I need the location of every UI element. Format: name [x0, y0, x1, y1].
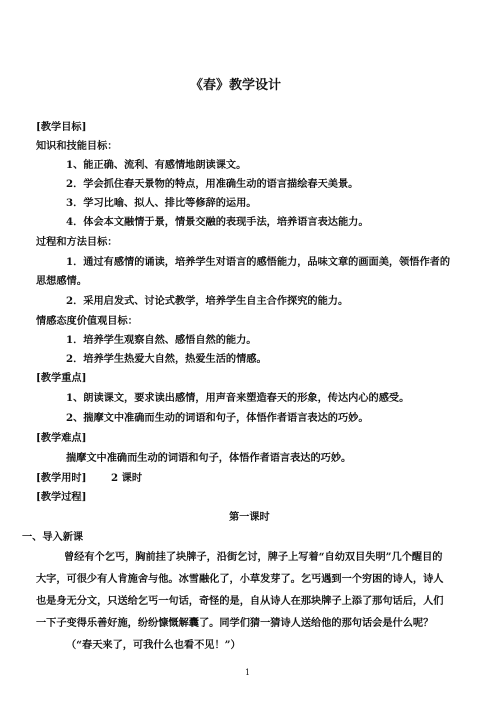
knowledge-item: 2．学会抓住春天景物的特点，用准确生动的语言描绘春天美景。	[66, 178, 359, 190]
key-point-item: 2、揣摩文中准确而生动的词语和句子，体悟作者语言表达的巧妙。	[66, 412, 369, 424]
key-point-item: 1、朗读课文，要求读出感情，用声音来塑造春天的形象，传达内心的感受。	[66, 392, 410, 404]
lesson-heading: 第一课时	[229, 511, 270, 523]
key-points-heading: [教学重点]	[36, 372, 87, 384]
process-item: 1．通过有感情的诵读，培养学生对语言的感悟能力，品味文章的画面美，领悟作者的	[66, 256, 451, 268]
process-item: 2．采用启发式、讨论式教学，培养学生自主合作探究的能力。	[66, 295, 349, 307]
goals-heading: [教学目标]	[36, 121, 87, 133]
emotion-heading: 情感态度价值观目标：	[36, 315, 138, 327]
hours-value: 2 课时	[111, 472, 143, 484]
difficulty-text: 揣摩文中准确而生动的词语和句子，体悟作者语言表达的巧妙。	[66, 452, 352, 464]
intro-heading: 一、导入新课	[22, 531, 84, 543]
page-title: 《春》教学设计	[190, 78, 282, 93]
knowledge-item: 3．学习比喻、拟人、排比等修辞的运用。	[66, 197, 257, 209]
intro-paragraph-line: 曾经有个乞丐，胸前挂了块牌子，沿街乞讨，牌子上写着“自幼双目失明”几个醒目的	[64, 551, 443, 563]
procedure-heading: [教学过程]	[36, 491, 87, 503]
process-item-continued: 思想感情。	[36, 275, 87, 287]
knowledge-heading: 知识和技能目标：	[36, 140, 118, 152]
intro-paragraph-line: 大字，可很少有人肯施舍与他。冰雪融化了，小草发芽了。乞丐遇到一个穷困的诗人，诗人	[36, 573, 444, 585]
process-heading: 过程和方法目标：	[36, 236, 118, 248]
page-number: 1	[245, 668, 251, 677]
knowledge-item: 1、能正确、流利、有感情地朗读课文。	[66, 159, 247, 171]
emotion-item: 1．培养学生观察自然、感悟自然的能力。	[66, 334, 257, 346]
intro-answer: （“春天来了，可我什么也看不见！”）	[66, 639, 241, 651]
intro-paragraph-line: 一下子变得乐善好施，纷纷慷慨解囊了。同学们猜一猜诗人送给他的那句话会是什么呢？	[36, 617, 434, 629]
difficulty-heading: [教学难点]	[36, 432, 87, 444]
knowledge-item: 4．体会本文融情于景，情景交融的表现手法，培养语言表达能力。	[66, 216, 369, 228]
emotion-item: 2．培养学生热爱大自然，热爱生活的情感。	[66, 353, 267, 365]
hours-label: [教学用时]	[36, 472, 87, 484]
intro-paragraph-line: 也是身无分文，只送给乞丐一句话，奇怪的是，自从诗人在那块牌子上添了那句话后，人们	[36, 595, 444, 607]
